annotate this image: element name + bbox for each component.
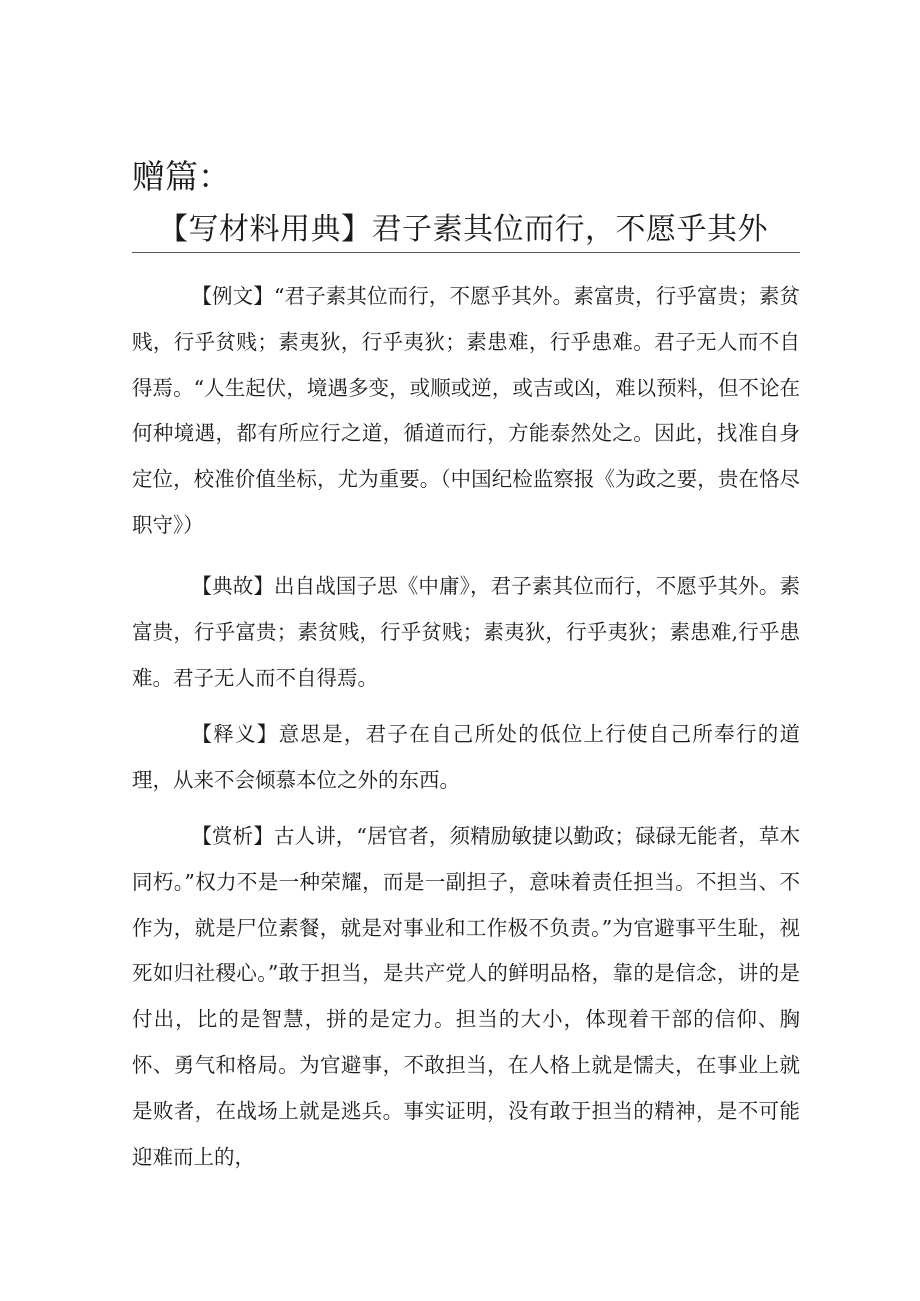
paragraph-tag-meaning: 【释义】	[191, 722, 279, 746]
paragraph-text-example: “君子素其位而行，不愿乎其外。素富贵，行乎富贵；素贫贱，行乎贫贱；素夷狄，行乎夷狄；素患难，行乎患难。君子无人而不自得焉。“人生起伏，境遇多变，或顺或逆，或吉或凶，难以预料，但不论在何种境遇，都有所应行之道，循道而行，方能泰然处之。因此，找准自身定位，校准价值坐标，尤为重要。（中国纪检监察报《为政之要，贵在恪尽职守》）	[132, 284, 801, 537]
paragraph-tag-example: 【例文】	[191, 284, 274, 308]
section-heading: 赠篇：	[132, 157, 231, 196]
paragraph-tag-analysis: 【赏析】	[191, 824, 274, 848]
paragraph-text-analysis: 古人讲，“居官者，须精励敏捷以勤政；碌碌无能者，草木同朽。”权力不是一种荣耀，而是一副担子，意味着责任担当。不担当、不作为，就是尸位素餐，就是对事业和工作极不负责。”为官避事平生耻，视死如归社稷心。”敢于担当，是共产党人的鲜明品格，靠的是信念，讲的是付出，比的是智慧，拼的是定力。担当的大小，体现着干部的信仰、胸怀、勇气和格局。为官避事，不敢担当，在人格上就是懦夫，在事业上就是败者，在战场上就是逃兵。事实证明，没有敢于担当的精神，是不可能迎难而上的，	[132, 824, 801, 1169]
paragraph-tag-allusion: 【典故】	[191, 574, 274, 598]
title-block	[132, 208, 800, 253]
article-title: 【写材料用典】君子素其位而行，不愿乎其外	[158, 212, 768, 247]
paragraph-allusion	[132, 564, 800, 701]
paragraph-analysis	[132, 814, 800, 1180]
paragraph-text-meaning: 意思是，君子在自己所处的低位上行使自己所奉行的道理，从来不会倾慕本位之外的东西。	[132, 722, 801, 792]
paragraph-example	[132, 274, 800, 549]
paragraph-text-allusion: 出自战国子思《中庸》，君子素其位而行，不愿乎其外。素富贵，行乎富贵；素贫贱，行乎贫贱；素夷狄，行乎夷狄；素患难,行乎患难。君子无人而不自得焉。	[132, 574, 801, 690]
paragraph-meaning	[132, 712, 800, 804]
